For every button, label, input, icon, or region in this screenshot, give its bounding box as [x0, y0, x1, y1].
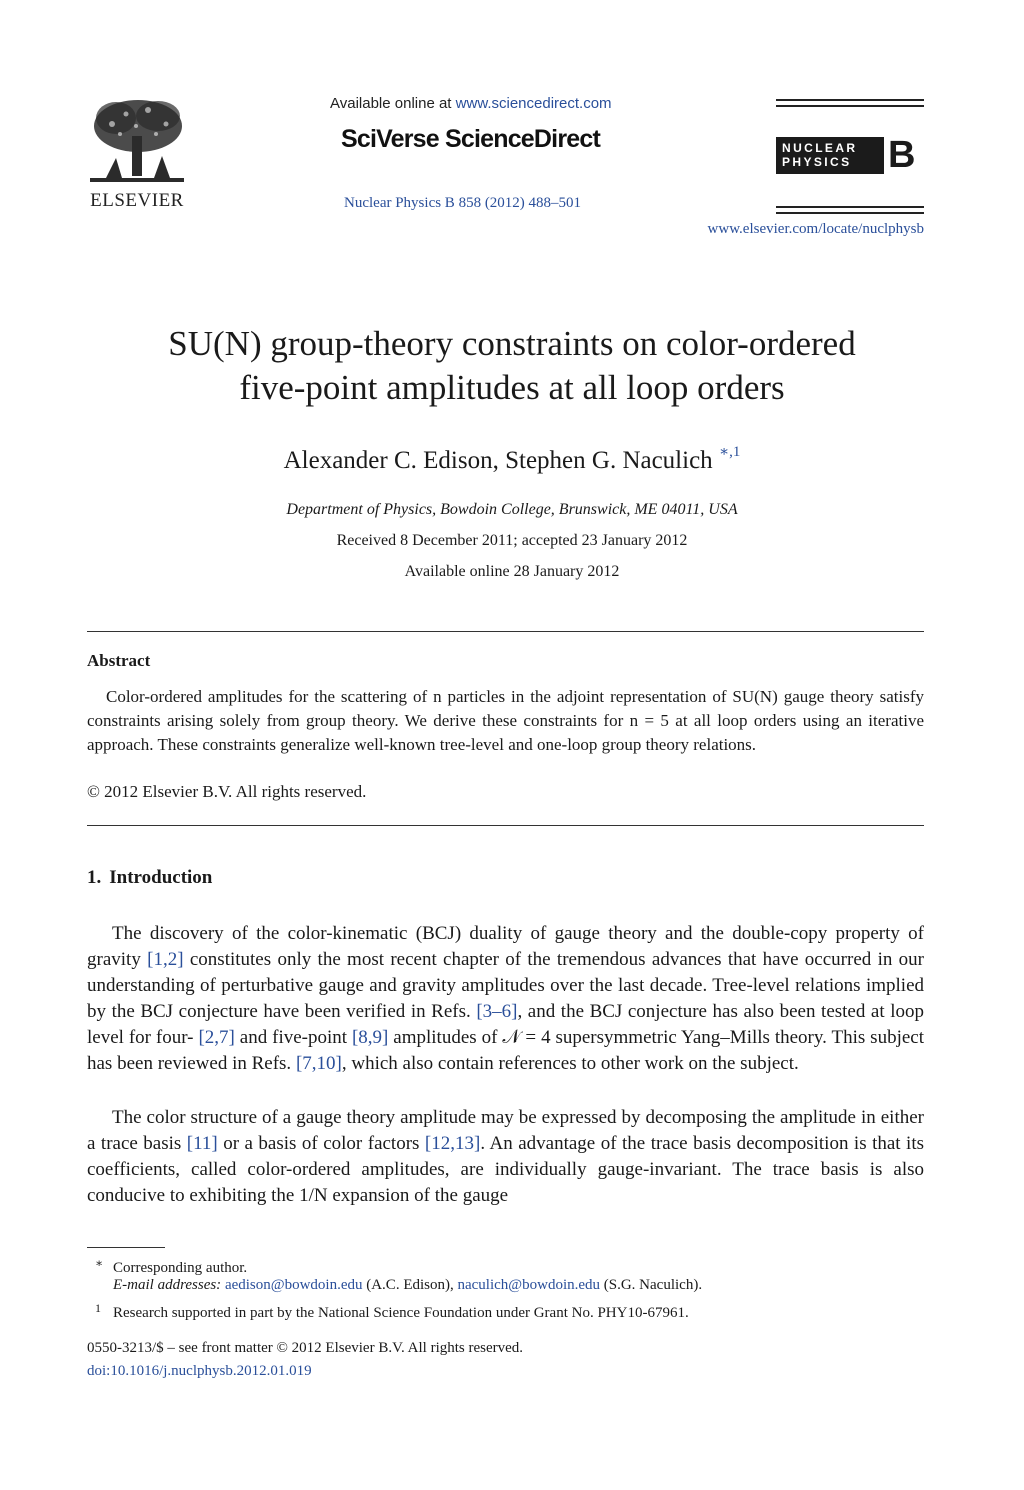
abstract-body: Color-ordered amplitudes for the scattering of n particles in the adjoint representation of SU(N) gauge theory satisfy constraints arising solely from group theory. We derive these constraints for n = 5 at all loop orders using an iterative approach. These constraints generalize well-known tree-level and one-loop group theory relations.: [87, 687, 924, 754]
citation-link[interactable]: [7,10]: [295, 1053, 342, 1074]
elsevier-tree-icon: [86, 96, 188, 188]
abstract-bottom-rule: [87, 825, 924, 826]
email-owner-naculich: (S.G. Naculich).: [600, 1277, 703, 1293]
corresponding-author-text: Corresponding author.: [113, 1260, 248, 1276]
author-names: Alexander C. Edison, Stephen G. Naculich: [283, 447, 713, 474]
intro-paragraph-1: [87, 921, 924, 1077]
issn-line: 0550-3213/$ – see front matter © 2012 Elsevier B.V. All rights reserved.: [87, 1340, 524, 1356]
citation-link[interactable]: [8,9]: [351, 1027, 389, 1048]
citation-link[interactable]: [11]: [186, 1133, 218, 1154]
sciverse-sciencedirect-brand: SciVerse ScienceDirect: [341, 125, 600, 153]
footnote-star-mark: ∗: [95, 1256, 104, 1270]
footnote-emails: [87, 1275, 702, 1296]
email-link-edison[interactable]: aedison@bowdoin.edu: [224, 1277, 363, 1293]
abstract-copyright: © 2012 Elsevier B.V. All rights reserved.: [87, 782, 367, 801]
funding-text: Research supported in part by the National Science Foundation under Grant No. PHY10-67961.: [113, 1305, 689, 1321]
doi-link[interactable]: doi:10.1016/j.nuclphysb.2012.01.019: [87, 1363, 312, 1379]
journal-logo-rule: [776, 206, 924, 208]
p1-text-c: , and the BCJ conjecture has also been tested at loop level for four-: [87, 1001, 924, 1048]
section-heading: [87, 867, 212, 889]
online-date: Available online 28 January 2012: [404, 563, 620, 580]
available-online-prefix: Available online at: [330, 95, 456, 112]
section-title: Introduction: [109, 867, 213, 888]
p2-text-b: or a basis of color factors: [217, 1133, 425, 1154]
journal-logo-rule: [776, 212, 924, 214]
journal-homepage-link[interactable]: www.elsevier.com/locate/nuclphysb: [707, 221, 924, 237]
p1-text-f: , which also contain references to other work on the subject.: [341, 1053, 799, 1074]
article-title: [0, 322, 1024, 410]
citation-link[interactable]: [1,2]: [147, 949, 184, 970]
abstract-heading: Abstract: [87, 651, 151, 670]
journal-logo-line1: NUCLEAR: [782, 141, 858, 155]
citation-link[interactable]: [12,13]: [424, 1133, 481, 1154]
title-line-2: five-point amplitudes at all loop orders: [239, 368, 785, 407]
abstract-text: [87, 685, 924, 757]
citation-link[interactable]: [3–6]: [476, 1001, 518, 1022]
title-line-1: SU(N) group-theory constraints on color-ordered: [168, 324, 856, 363]
elsevier-logo: [86, 96, 188, 214]
author-footnote-marks[interactable]: ∗,1: [718, 444, 741, 460]
available-online-line: [330, 95, 612, 112]
received-dates: Received 8 December 2011; accepted 23 January 2012: [336, 532, 688, 549]
p1-text-d: and five-point: [234, 1027, 352, 1048]
abstract-top-rule: [87, 631, 924, 632]
nuclear-physics-b-logo: [776, 134, 924, 176]
p1-text-b: constitutes only the most recent chapter of the tremendous advances that have occurred in our understanding of perturbative gauge and gravity amplitudes over the last decade. Tree-level relations implied by the BCJ conjecture have been verified in Refs.: [87, 949, 924, 1022]
journal-logo-rule: [776, 99, 924, 101]
journal-logo-rule: [776, 105, 924, 107]
intro-paragraph-2: [87, 1105, 924, 1209]
footnote-one-mark: 1: [95, 1301, 101, 1315]
footnote-funding: [87, 1298, 689, 1324]
section-number: 1.: [87, 867, 102, 888]
author-list: [0, 442, 1024, 475]
p2-text-a: The color structure of a gauge theory amplitude may be expressed by decomposing the amplitude in either a trace basis: [87, 1107, 924, 1154]
email-link-naculich[interactable]: naculich@bowdoin.edu: [457, 1277, 601, 1293]
email-owner-edison: (A.C. Edison),: [362, 1277, 458, 1293]
p2-text-c: . An advantage of the trace basis decomposition is that its coefficients, called color-ordered amplitudes, are individually gauge-invariant. The trace basis is also conducive to exhibiting the 1/N expansion of the gauge: [87, 1133, 924, 1206]
email-label: E-mail addresses:: [113, 1277, 222, 1293]
elsevier-wordmark: ELSEVIER: [90, 190, 184, 211]
nuclear-physics-box: [776, 137, 884, 174]
sciencedirect-link[interactable]: www.sciencedirect.com: [455, 95, 612, 112]
journal-logo-line2: PHYSICS: [782, 155, 852, 169]
affiliation: Department of Physics, Bowdoin College, Brunswick, ME 04011, USA: [286, 501, 738, 518]
footnote-rule: [87, 1247, 165, 1248]
journal-logo-letter: B: [888, 134, 916, 176]
journal-reference-link[interactable]: Nuclear Physics B 858 (2012) 488–501: [344, 195, 582, 211]
p1-text-e: amplitudes of 𝒩 = 4 supersymmetric Yang–Mills theory. This subject has been reviewed in Refs.: [87, 1027, 924, 1074]
p1-text-a: The discovery of the color-kinematic (BCJ) duality of gauge theory and the double-copy property of gravity: [87, 923, 924, 970]
citation-link[interactable]: [2,7]: [198, 1027, 235, 1048]
